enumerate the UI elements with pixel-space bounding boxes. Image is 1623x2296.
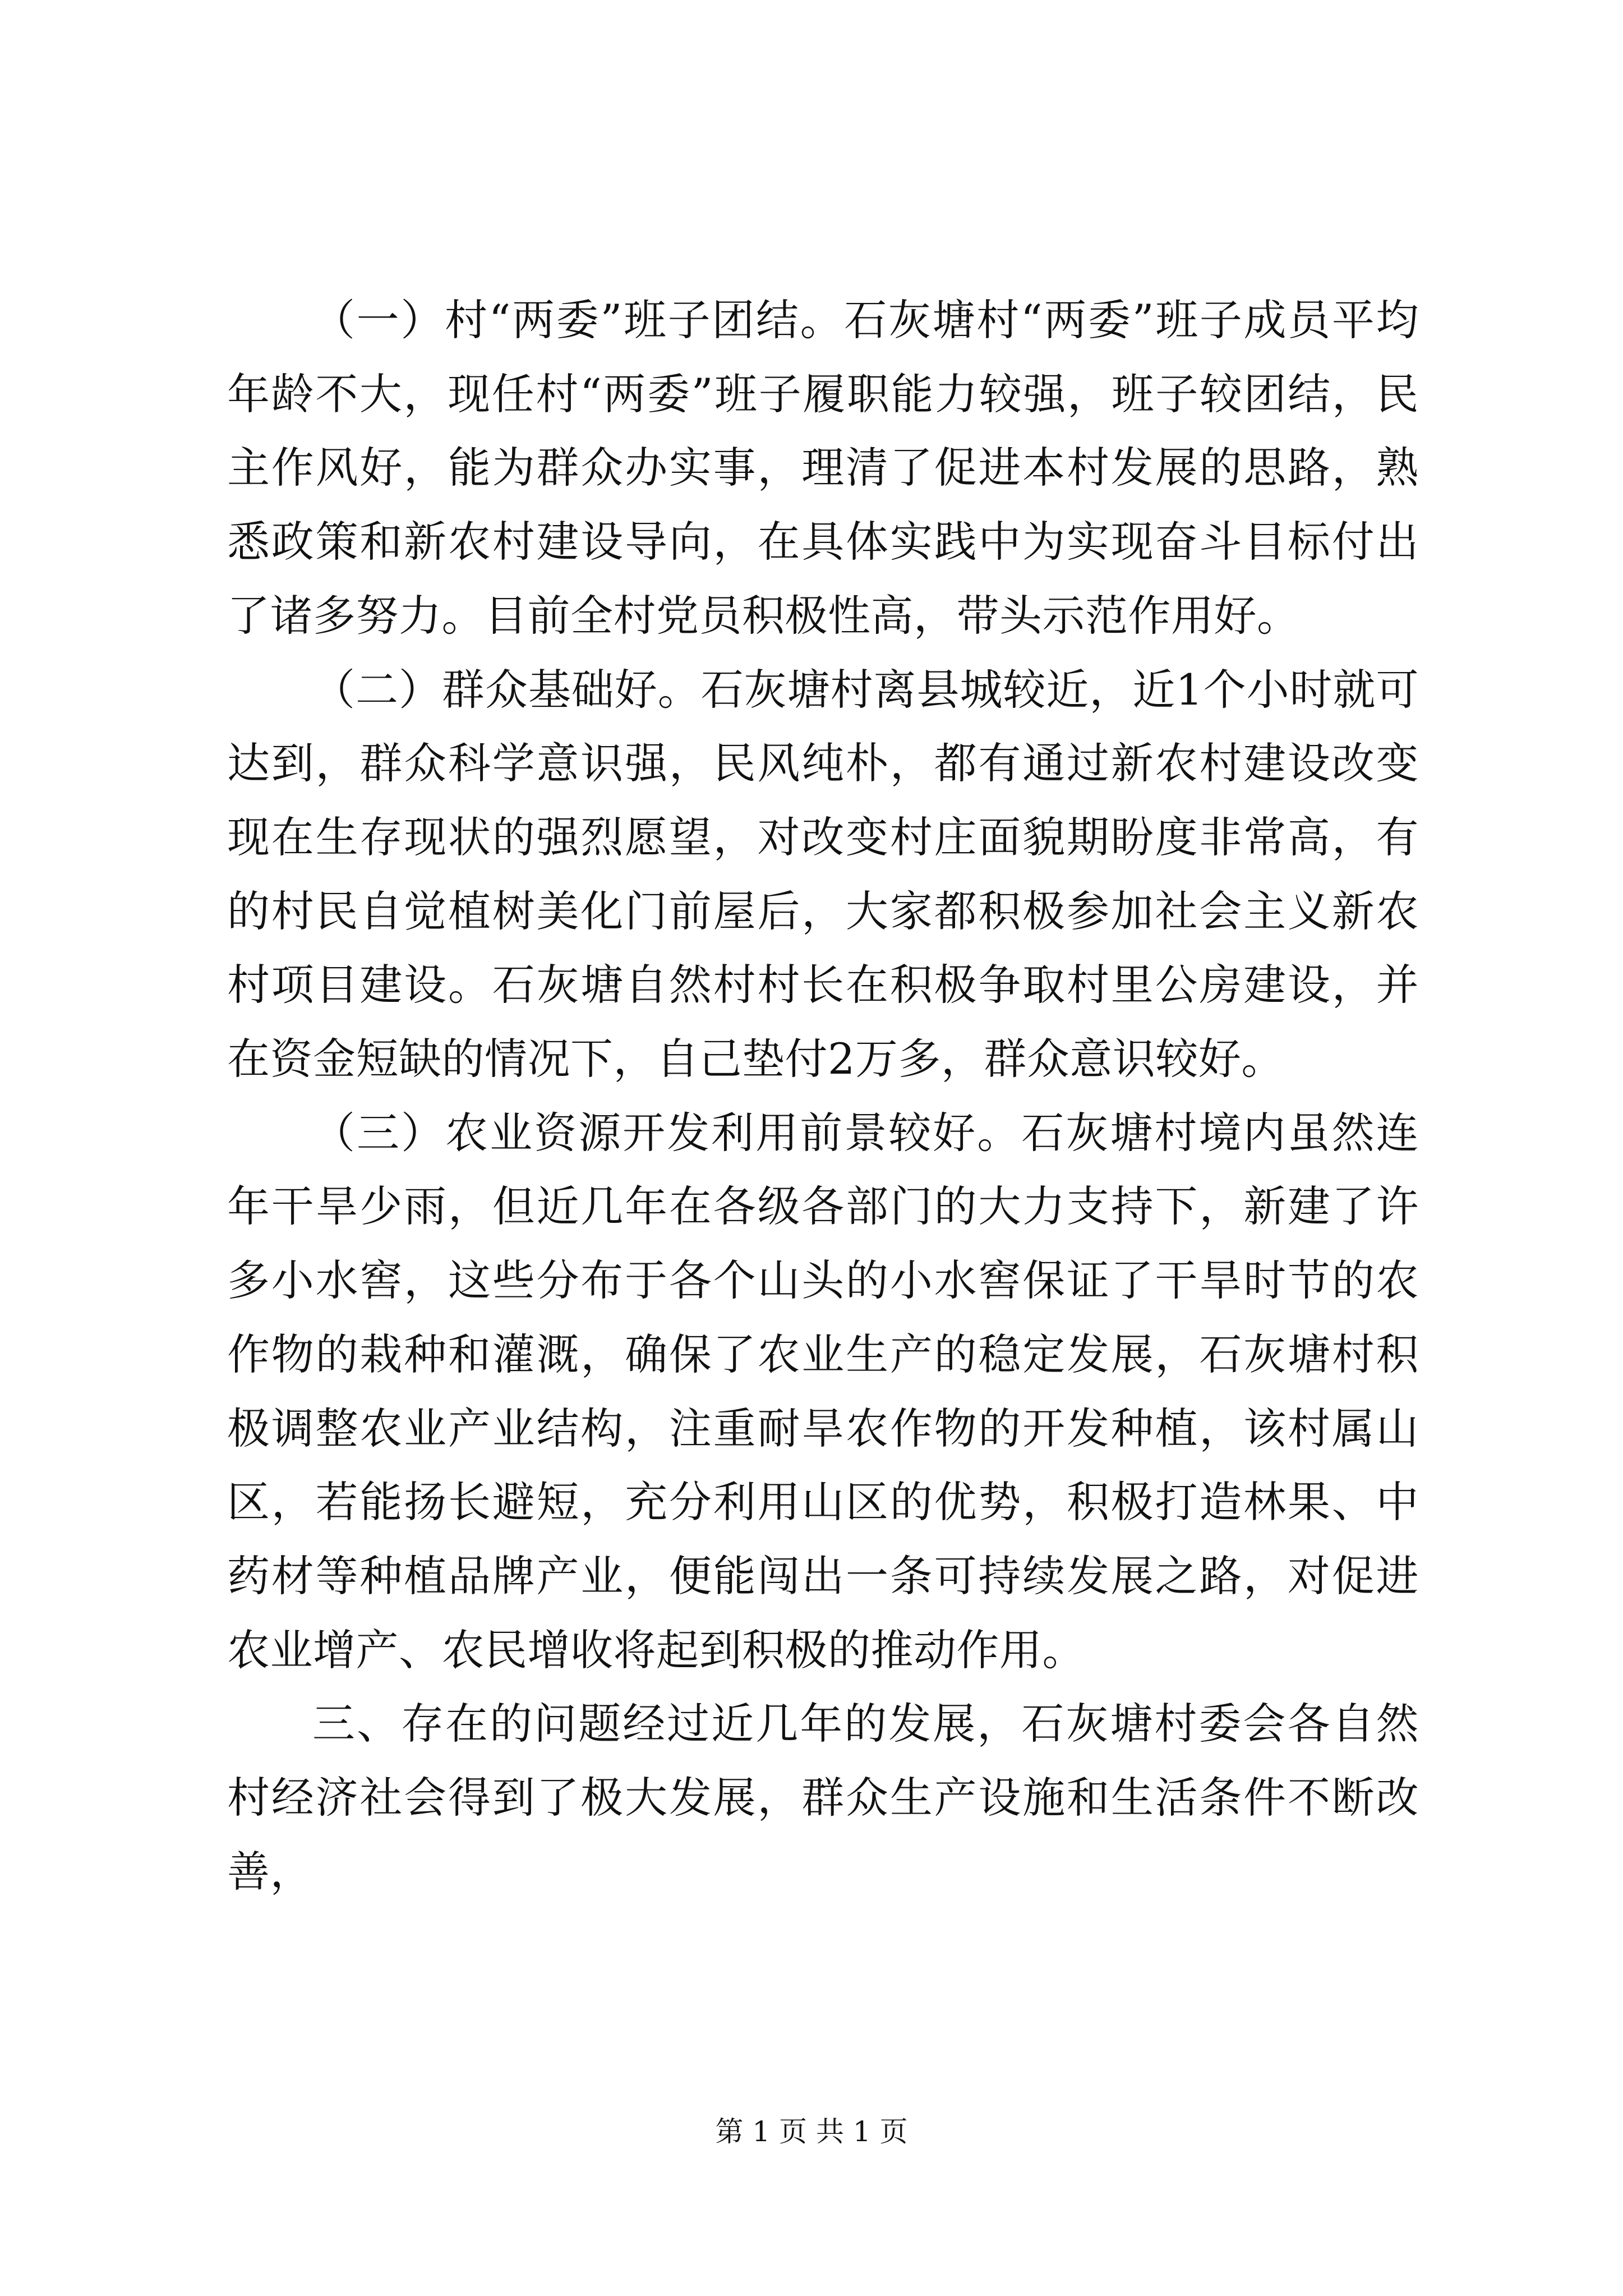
paragraph-4: 三、存在的问题经过近几年的发展，石灰塘村委会各自然村经济社会得到了极大发展，群众生产设施和生活条件不断改善， — [227, 1699, 1419, 1897]
page-footer: 第 1 页 共 1 页 — [715, 2115, 908, 2148]
paragraph-3: （三）农业资源开发利用前景较好。石灰塘村境内虽然连年干旱少雨，但近几年在各级各部门的大力支持下，新建了许多小水窖，这些分布于各个山头的小水窖保证了干旱时节的农作物的栽种和灌溉，确保了农业生产的稳定发展，石灰塘村积极调整农业产业结构，注重耐旱农作物的开发种植，该村属山区，若能扬长避短，充分利用山区的优势，积极打造林果、中药材等种植品牌产业，便能闯出一条可持续发展之路，对促进农业增产、农民增收将起到积极的推动作用。 — [227, 1107, 1419, 1675]
paragraph-1: （一）村“两委”班子团结。石灰塘村“两委”班子成员平均年龄不大，现任村“两委”班子履职能力较强，班子较团结，民主作风好，能为群众办实事，理清了促进本村发展的思路，熟悉政策和新农村建设导向，在具体实践中为实现奋斗目标付出了诸多努力。目前全村党员积极性高，带头示范作用好。 — [227, 295, 1419, 641]
document-body — [227, 283, 1419, 1908]
paragraph-2: （二）群众基础好。石灰塘村离县城较近，近1个小时就可达到，群众科学意识强，民风纯朴，都有通过新农村建设改变现在生存现状的强烈愿望，对改变村庄面貌期盼度非常高，有的村民自觉植树美化门前屋后，大家都积极参加社会主义新农村项目建设。石灰塘自然村村长在积极争取村里公房建设，并在资金短缺的情况下，自己垫付2万多，群众意识较好。 — [227, 664, 1419, 1084]
